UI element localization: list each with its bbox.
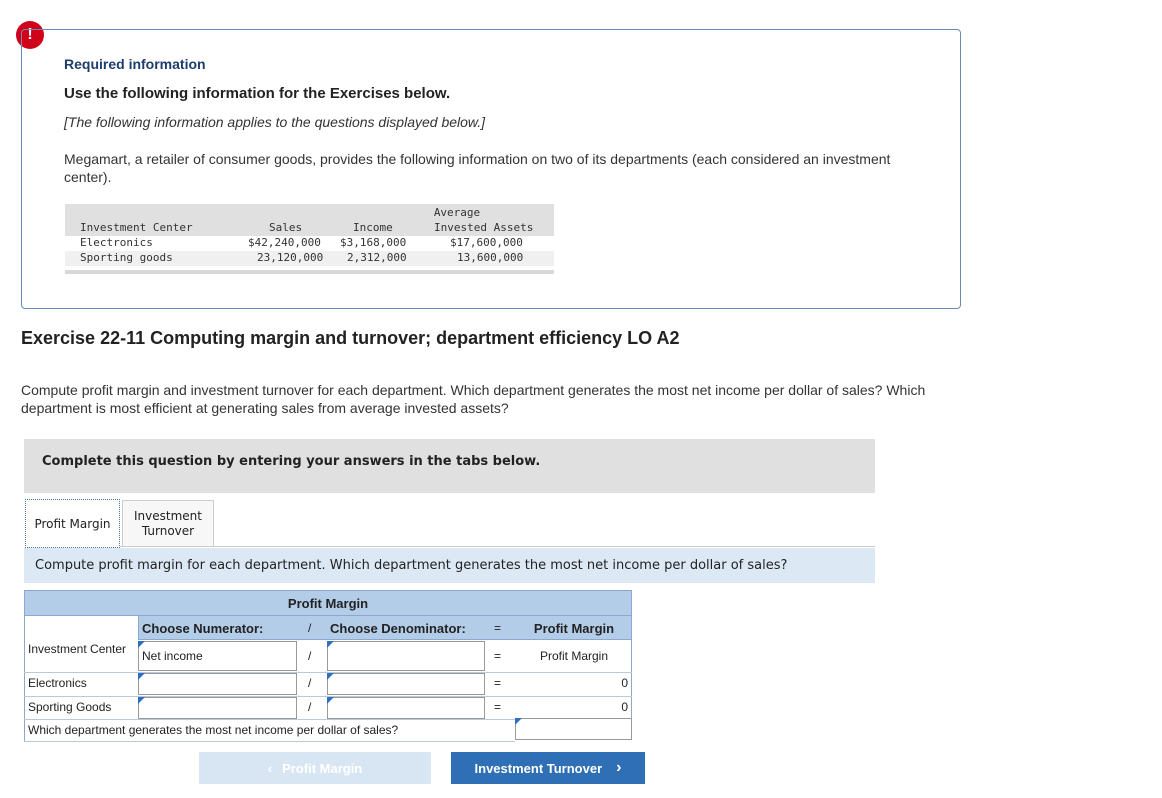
required-information-title: Required information: [64, 56, 206, 72]
use-following-heading: Use the following information for the Exercises below.: [64, 85, 451, 102]
divide-symbol: /: [308, 676, 312, 690]
equals-symbol: =: [494, 621, 502, 635]
tab-investment-turnover[interactable]: [122, 500, 214, 547]
grid-right-border: [631, 616, 632, 720]
electronics-numerator-input[interactable]: [138, 673, 297, 695]
denominator-header: Choose Denominator:: [330, 621, 466, 636]
row-center: Electronics: [80, 236, 153, 249]
grid-left-border: [24, 616, 25, 742]
tab-profit-margin[interactable]: Profit Margin: [25, 499, 120, 548]
header-investment-center: Investment Center: [80, 221, 193, 234]
sporting-goods-denominator-input[interactable]: [327, 697, 485, 719]
exercise-prompt: Compute profit margin and investment turnover for each department. Which department generates the most net income per dollar of sales? Which department is most efficient at generating sales from average invested assets?: [21, 382, 926, 416]
row-income: $3,168,000: [340, 236, 407, 249]
profit-margin-label: Profit Margin: [539, 649, 609, 663]
electronics-profit-margin: 0: [621, 676, 628, 690]
instruction-bar: [24, 439, 875, 493]
header-sales: Sales: [269, 221, 303, 234]
equals-symbol: =: [494, 649, 502, 663]
divide-symbol: /: [308, 649, 312, 663]
previous-tab-button[interactable]: [199, 752, 431, 784]
header-invested-assets: Invested Assets: [434, 221, 534, 234]
divide-symbol: /: [308, 621, 312, 635]
tab-divider: [120, 546, 875, 547]
header-average: Average: [433, 206, 481, 219]
sporting-goods-profit-margin: 0: [621, 700, 628, 714]
equals-symbol: =: [494, 700, 502, 714]
investment-center-label: Investment Center: [28, 642, 127, 656]
electronics-label: Electronics: [28, 676, 87, 690]
row-center: Sporting goods: [80, 251, 173, 264]
row-assets: 13,600,000: [457, 251, 524, 264]
chevron-left-icon: ‹: [267, 760, 273, 776]
result-header: Profit Margin: [533, 621, 615, 636]
instruction-text: Complete this question by entering your answers in the tabs below.: [42, 454, 541, 469]
sub-prompt-text: Compute profit margin for each department. Which department generates the most net income per dollar of sales?: [35, 558, 788, 573]
grid-title: Profit Margin: [287, 596, 369, 611]
electronics-denominator-input[interactable]: [327, 673, 485, 695]
numerator-header: Choose Numerator:: [142, 621, 264, 636]
most-income-answer-input[interactable]: [515, 718, 632, 740]
row-assets: $17,600,000: [450, 236, 523, 249]
row-income: 2,312,000: [347, 251, 407, 264]
numerator-select[interactable]: Net income: [138, 641, 297, 671]
divide-symbol: /: [308, 700, 312, 714]
previous-tab-label: Profit Margin: [282, 760, 363, 776]
department-data-table: [65, 204, 554, 276]
row-sales: 23,120,000: [257, 251, 324, 264]
next-tab-label: Investment Turnover: [474, 760, 603, 776]
profit-margin-grid: [24, 590, 632, 742]
row-divider: [24, 741, 515, 742]
exercise-title: Exercise 22-11 Computing margin and turnover; department efficiency LO A2: [21, 328, 680, 348]
next-tab-button[interactable]: [451, 752, 645, 784]
exclamation-icon: !: [16, 21, 44, 49]
chevron-right-icon: ›: [616, 759, 622, 776]
sporting-goods-label: Sporting Goods: [28, 700, 112, 714]
sub-prompt: [24, 548, 875, 583]
row-sales: $42,240,000: [248, 236, 321, 249]
equals-symbol: =: [494, 676, 502, 690]
applies-note: [The following information applies to the questions displayed below.]: [64, 114, 486, 130]
header-income: Income: [353, 221, 393, 234]
most-income-question: Which department generates the most net income per dollar of sales?: [28, 723, 399, 737]
required-information-box: [21, 29, 961, 309]
denominator-select[interactable]: [327, 641, 485, 671]
megamart-description: Megamart, a retailer of consumer goods, provides the following information on two of its departments (each considered an investment center).: [64, 151, 891, 185]
sporting-goods-numerator-input[interactable]: [138, 697, 297, 719]
tab-investment-turnover-label: Investment Turnover: [134, 509, 202, 538]
